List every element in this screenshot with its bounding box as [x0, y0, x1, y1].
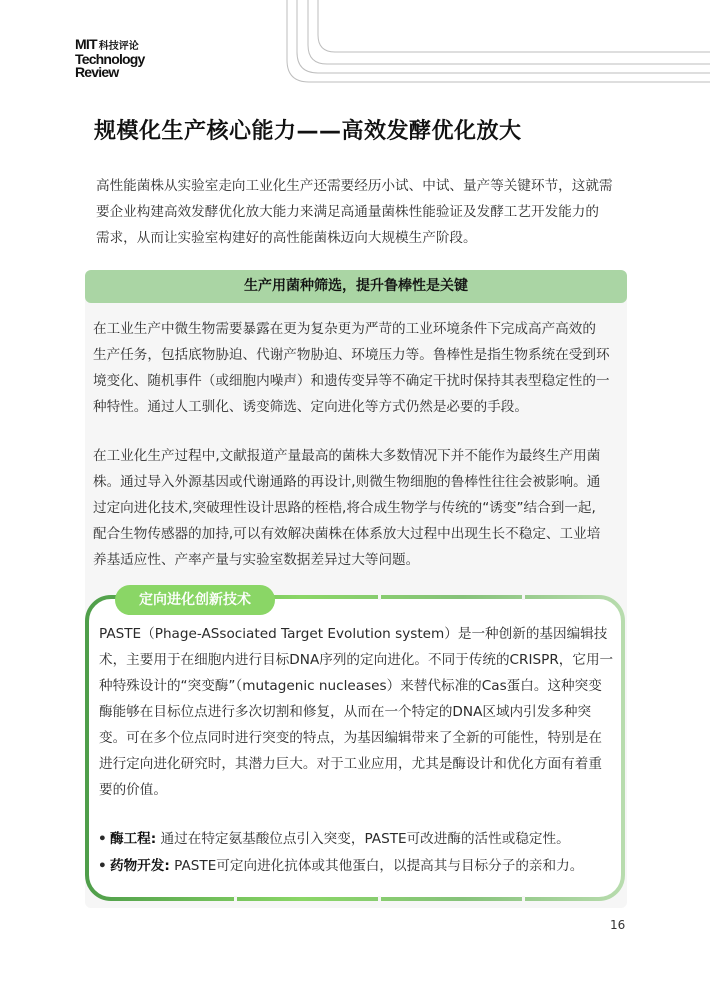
- list-item: [98, 853, 583, 880]
- section-heading: 生产用菌种筛选，提升鲁棒性是关键: [85, 270, 627, 303]
- section-paragraph-2: [93, 443, 600, 573]
- text-line: 境变化、随机事件（或细胞内噪声）和遗传变异等不确定干扰时保持其表型稳定性的一: [93, 373, 610, 389]
- text-line: 养基适应性、产率产量与实验室数据差异过大等问题。: [93, 552, 420, 568]
- intro-paragraph: [96, 173, 613, 251]
- section-paragraph-1: [93, 316, 610, 420]
- bullet-icon: •: [98, 831, 107, 847]
- text-line: 需求，从而让实验室构建好的高性能菌株迈向大规模生产阶段。: [96, 230, 477, 246]
- text-line: 种特性。通过人工驯化、诱变筛选、定向进化等方式仍然是必要的手段。: [93, 399, 528, 415]
- bullet-icon: •: [98, 858, 107, 874]
- page-number: 16: [610, 918, 626, 932]
- text-line: 在工业生产中微生物需要暴露在更为复杂更为严苛的工业环境条件下完成高产高效的: [93, 321, 596, 337]
- bullet-text: PASTE可定向进化抗体或其他蛋白，以提高其与目标分子的亲和力。: [169, 858, 584, 874]
- text-line: 酶能够在目标位点进行多次切割和修复，从而在一个特定的DNA区域内引发多种突: [99, 704, 592, 720]
- page-title: 规模化生产核心能力——高效发酵优化放大: [94, 119, 522, 144]
- text-line: 要的价值。: [99, 782, 167, 798]
- text-line: 生产任务，包括底物胁迫、代谢产物胁迫、环境压力等。鲁棒性是指生物系统在受到环: [93, 347, 610, 363]
- text-line: PASTE（Phage-ASsociated Target Evolution system）是一种创新的基因编辑技: [99, 626, 608, 642]
- text-line: 配合生物传感器的加持,可以有效解决菌株在体系放大过程中出现生长不稳定、工业培: [93, 526, 601, 542]
- text-line: 变。可在多个位点同时进行突变的特点，为基因编辑带来了全新的可能性，特别是在: [99, 730, 602, 746]
- list-item: [98, 826, 583, 853]
- text-line: 进行定向进化研究时，其潜力巨大。对于工业应用，尤其是酶设计和优化方面有着重: [99, 756, 602, 772]
- text-line: 过定向进化技术,突破理性设计思路的桎梏,将合成生物学与传统的“诱变”结合到一起,: [93, 500, 596, 516]
- text-line: 要企业构建高效发酵优化放大能力来满足高通量菌株性能验证及发酵工艺开发能力的: [96, 204, 599, 220]
- text-line: 种特殊设计的“突变酶”（mutagenic nucleases）来替代标准的Cas蛋白。这种突变: [99, 678, 602, 694]
- box-tag-label: 定向进化创新技术: [115, 585, 275, 615]
- text-line: 术，主要用于在细胞内进行目标DNA序列的定向进化。不同于传统的CRISPR，它用一: [99, 652, 614, 668]
- bullet-label: 药物开发:: [110, 858, 170, 874]
- text-line: 高性能菌株从实验室走向工业化生产还需要经历小试、中试、量产等关键环节，这就需: [96, 178, 613, 194]
- bullet-text: 通过在特定氨基酸位点引入突变，PASTE可改进酶的活性或稳定性。: [156, 831, 570, 847]
- bullet-list: [98, 826, 583, 880]
- mit-technology-review-logo: MIT 科技评论 Technology Review: [75, 36, 145, 80]
- text-line: 在工业化生产过程中,文献报道产量最高的菌株大多数情况下并不能作为最终生产用菌: [93, 448, 601, 464]
- text-line: 株。通过导入外源基因或代谢通路的再设计,则微生物细胞的鲁棒性往往会被影响。通: [93, 474, 601, 490]
- box-paragraph: [99, 621, 613, 803]
- bullet-label: 酶工程:: [110, 831, 157, 847]
